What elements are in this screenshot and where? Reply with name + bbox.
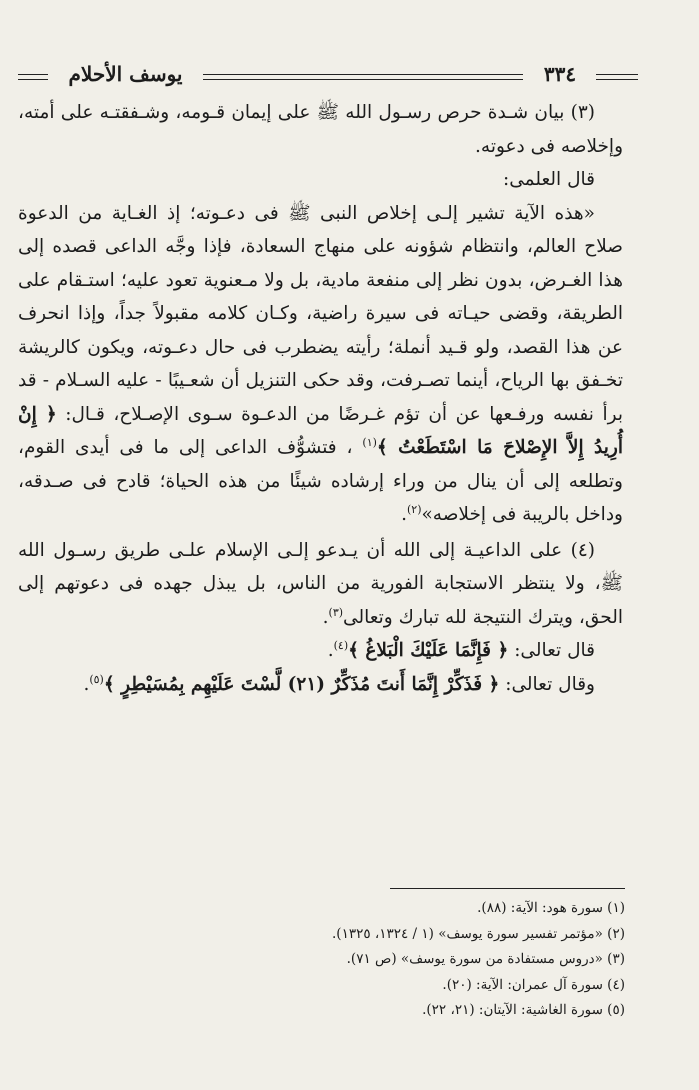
header-rule-right [596, 74, 638, 80]
footnote-item: (٥) سورة الغاشية: الآيتان: (٢١، ٢٢). [422, 1002, 625, 1018]
header-rule-middle [203, 74, 523, 80]
paragraph-point-4: (٤) على الداعيـة إلى الله أن يـدعو إلـى الإسلام علـى طريق رسـول الله ﷺ، ولا ينتظر الاستجابة الفورية من الناس، بل يبذل جهده فى دعوتهم إلى الحق، ويترك النتيجة لله تبارك وتعالى$^{(٣)}$. [18, 539, 623, 628]
footnote-item: (٤) سورة آل عمران: الآية: (٢٠). [442, 976, 625, 993]
paragraph-point-3: (٣) بيان شـدة حرص رسـول الله ﷺ على إيمان قـومه، وشـفقتـه على أمته، وإخلاصه فى دعوته. [18, 102, 623, 157]
page-number: ٣٣٤ [543, 62, 577, 86]
header-rule-left [18, 74, 48, 80]
footnote-ref-2: (٢) [406, 502, 422, 516]
footnote-ref-4: (٤) [333, 638, 349, 652]
running-header [18, 62, 638, 88]
footnote-ref-3: (٣) [328, 605, 344, 619]
verse-1-label: قال تعالى: [514, 640, 595, 661]
footnote-ref-5: (٥) [89, 672, 104, 686]
quote-text-part2: ، فتشوُّف الداعى إلى ما فى أيدى القوم، وتطلعه إلى أن ينال من وراء إرشاده شيئًا من هذه الحياة؛ قادح فى صـدقه، وداخل بالريبة فى إخلاصه» [18, 437, 623, 525]
quote-text-part1: «هذه الآية تشير إلـى إخلاص النبى ﷺ فى دعـوته؛ إذ الغـاية من الدعوة صلاح العالم، وانتظام شؤونه على منهاج السعادة، فإذا وجَّه الداعى قصده إلى هذا الغـرض، بدون نظر إلى منفعة مادية، بل ولا مـعنوية تعود عليه؛ استـقام على الطريقة، وقضى حيـاته فى سيرة راضية، وكـان كلامه مقبولاً جداً، وإذا انحرف عن هذا القصد، ولو قـيد أنملة؛ رأيته يضطرب فى حال دعـوته، ويكون كالريشة تخـفق بها الرياح، أينما تصـرفت، وقد حكى التنزيل أن شعـيبًا - عليه السـلام - قد برأ نفسه ورفـعها عن أن تؤم غـرضًا من الدعـوة سـوى الإصـلاح، قـال: [18, 202, 623, 425]
verse-2-label: وقال تعالى: [505, 673, 595, 695]
footnote-item: (٢) «مؤتمر تفسير سورة يوسف» (١ / ١٣٢٤، ١٣٢٥). [332, 925, 625, 942]
main-text [18, 96, 623, 701]
paragraph-quote: «هذه الآية تشير إلـى إخلاص النبى ﷺ فى دعـوته؛ إذ الغـاية من الدعوة صلاح العالم، وانتظام شؤونه على منهاج السعادة، فإذا وجَّه الداعى قصده إلى هذا الغـرض، بدون نظر إلى منفعة مادية، بل ولا مـعنوية تعود عليه؛ استـقام على الطريقة، وقضى حيـاته فى سيرة راضية، وكـان كلامه مقبولاً جداً، وإذا انحرف عن هذا القصد، ولو قـيد أنملة؛ رأيته يضطرب فى حال دعـوته، ويكون كالريشة تخـفق بها الرياح، أينما تصـرفت، وقد حكى التنزيل أن شعـيبًا - عليه السـلام - قد برأ نفسه ورفـعها عن أن تؤم غـرضًا من الدعـوة سـوى الإصـلاح، قـال: ﴿ إِنْ أُرِيدُ إِلاَّ الإِصْلاحَ مَا اسْتَطَعْتُ ﴾$^{(١)}$ ، فتشوُّف الداعى إلى ما فى أيدى القوم، وتطلعه إلى أن ينال من وراء إرشاده شيئًا من هذه الحياة؛ قادح فى صـدقه، وداخل بالريبة فى إخلاصه»$^{(٢)}$. [18, 202, 623, 525]
footnote-item: (١) سورة هود: الآية: (٨٨). [477, 900, 625, 916]
paragraph-verse-2: وقال تعالى: ﴿ فَذَكِّرْ إِنَّمَا أَنتَ مُذَكِّرٌ (٢١) لَّسْتَ عَلَيْهِم بِمُسَيْطِرٍ ﴾$^{(٥)}$. [83, 672, 595, 695]
footnote-item: (٣) «دروس مستفادة من سورة يوسف» (ص ٧١). [346, 951, 625, 967]
quran-verse-hud: ﴿ إِنْ أُرِيدُ إِلاَّ الإِصْلاحَ مَا اسْتَطَعْتُ ﴾ [18, 403, 623, 458]
quran-verse-ghashiya: ﴿ فَذَكِّرْ إِنَّمَا أَنتَ مُذَكِّرٌ (٢١) لَّسْتَ عَلَيْهِم بِمُسَيْطِرٍ ﴾ [103, 673, 500, 695]
footnote-ref-1: (١) [362, 435, 377, 449]
footnotes [300, 896, 625, 1024]
point-4-text: (٤) على الداعيـة إلى الله أن يـدعو إلـى الإسلام علـى طريق رسـول الله ﷺ، ولا ينتظر الاستجابة الفورية من الناس، بل يبذل جهده فى دعوتهم إلى الحق، ويترك النتيجة لله تبارك وتعالى [18, 539, 623, 628]
footnote-separator [390, 888, 625, 889]
quran-verse-al-imran: ﴿ فَإِنَّمَا عَلَيْكَ الْبَلاغُ ﴾ [348, 640, 509, 661]
paragraph-quote-intro: قال العلمى: [503, 169, 595, 190]
paragraph-verse-1: قال تعالى: ﴿ فَإِنَّمَا عَلَيْكَ الْبَلاغُ ﴾$^{(٤)}$. [327, 638, 595, 661]
book-title: يوسف الأحلام [68, 62, 183, 86]
